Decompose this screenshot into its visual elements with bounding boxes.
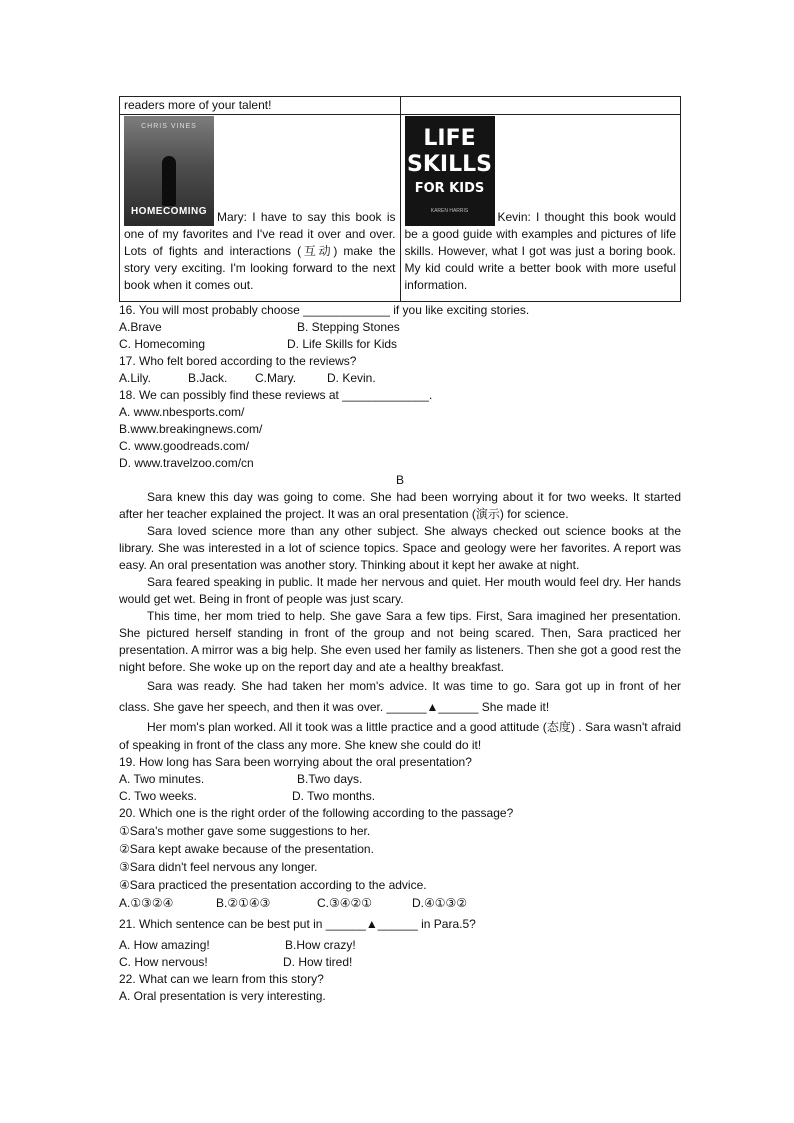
passage-paragraph-3: Sara feared speaking in public. It made her nervous and quiet. Her mouth would feel dry. Her hands would get wet. Being in front of people was just scary.	[119, 575, 681, 606]
q22-option-a[interactable]: A. Oral presentation is very interesting.	[119, 989, 326, 1003]
cover-title: HOMECOMING	[130, 206, 208, 217]
review-cell-kevin	[400, 115, 681, 302]
q21-option-d[interactable]: D. How tired!	[283, 955, 353, 969]
q19-option-a[interactable]: A. Two minutes.	[119, 772, 205, 786]
table-cell-top-left: readers more of your talent!	[120, 97, 401, 115]
q21-option-a[interactable]: A. How amazing!	[119, 938, 210, 952]
question-20: 20. Which one is the right order of the following according to the passage?	[119, 806, 514, 820]
cover-author: KAREN HARRIS	[430, 208, 469, 214]
q18-option-c[interactable]: C. www.goodreads.com/	[119, 439, 250, 453]
section-heading-b: B	[395, 473, 404, 487]
q19-option-b[interactable]: B.Two days.	[297, 772, 363, 786]
review-mary: Mary: I have to say this book is one of my favorites and I've read it over and over. Lots of fights and interactions (互动) make the story very exciting. I'm looking forward to the next book when it comes out.	[124, 210, 396, 292]
q16-option-c[interactable]: C. Homecoming	[119, 337, 206, 351]
cover-author: CHRIS VINES	[141, 123, 197, 130]
cover-title-line3: FOR KIDS	[414, 181, 485, 196]
q17-option-d[interactable]: D. Kevin.	[327, 371, 376, 385]
homecoming-book-cover	[124, 116, 214, 226]
review-cell-mary	[120, 115, 401, 302]
cover-title-line2: SKILLS	[407, 152, 492, 177]
q16-option-a[interactable]: A.Brave	[119, 320, 162, 334]
question-19: 19. How long has Sara been worrying about the oral presentation?	[119, 755, 472, 769]
exam-page	[119, 96, 681, 1005]
q20-option-a[interactable]: A.①③②④	[119, 896, 174, 910]
q20-item-4: ④Sara practiced the presentation according to the advice.	[119, 878, 427, 892]
table-cell-top-right	[400, 97, 681, 115]
q20-item-3: ③Sara didn't feel nervous any longer.	[119, 860, 318, 874]
passage-paragraph-1: Sara knew this day was going to come. She had been worrying about it for two weeks. It started after her teacher explained the project. It was an oral presentation (演示) for science.	[119, 490, 681, 521]
q17-option-a[interactable]: A.Lily.	[119, 371, 151, 385]
question-21: 21. Which sentence can be best put in ______▲______ in Para.5?	[119, 917, 476, 931]
q18-option-d[interactable]: D. www.travelzoo.com/cn	[119, 456, 254, 470]
question-16: 16. You will most probably choose _____________ if you like exciting stories.	[119, 303, 530, 317]
q16-option-d[interactable]: D. Life Skills for Kids	[287, 337, 398, 351]
question-22: 22. What can we learn from this story?	[119, 972, 324, 986]
question-18: 18. We can possibly find these reviews at _____________.	[119, 388, 433, 402]
life-skills-book-cover	[405, 116, 495, 226]
q18-option-b[interactable]: B.www.breakingnews.com/	[119, 422, 263, 436]
cloaked-figure-icon	[162, 156, 176, 206]
q20-option-d[interactable]: D.④①③②	[412, 896, 468, 910]
passage-paragraph-2: Sara loved science more than any other subject. She always checked out science books at the library. She was interested in a lot of science topics. Space and geology were her favorites. A report was easy. An oral presentation was another story. Thinking about it kept her awake at night.	[119, 524, 681, 572]
q20-item-1: ①Sara's mother gave some suggestions to her.	[119, 824, 371, 838]
reviews-table	[119, 96, 681, 302]
cover-title-line1: LIFE	[423, 126, 476, 151]
q17-option-b[interactable]: B.Jack.	[188, 371, 228, 385]
q21-option-b[interactable]: B.How crazy!	[285, 938, 356, 952]
q20-option-b[interactable]: B.②①④③	[216, 896, 271, 910]
q18-option-a[interactable]: A. www.nbesports.com/	[119, 405, 245, 419]
q21-option-c[interactable]: C. How nervous!	[119, 955, 208, 969]
question-17: 17. Who felt bored according to the reviews?	[119, 354, 357, 368]
q20-item-2: ②Sara kept awake because of the presentation.	[119, 842, 374, 856]
q20-option-c[interactable]: C.③④②①	[317, 896, 373, 910]
q19-option-c[interactable]: C. Two weeks.	[119, 789, 197, 803]
passage-paragraph-6: Her mom's plan worked. All it took was a little practice and a good attitude (态度) . Sara wasn't afraid of speaking in front of the class any more. She knew she could do it!	[119, 720, 681, 752]
passage-paragraph-5: Sara was ready. She had taken her mom's advice. It was time to go. Sara got up in front of her class. She gave her speech, and then it was over. ______▲______ She made it!	[119, 679, 681, 714]
q17-option-c[interactable]: C.Mary.	[255, 371, 297, 385]
review-kevin: Kevin: I thought this book would be a good guide with examples and pictures of life skills. However, what I got was just a boring book. My kid could write a better book with more useful information.	[404, 210, 676, 292]
passage-paragraph-4: This time, her mom tried to help. She gave Sara a few tips. First, Sara imagined her presentation. She pictured herself standing in front of the group and not being scared. Then, Sara practiced her presentation. A mirror was a big help. She even used her family as listeners. Then she got a good rest the night before. She woke up on the report day and ate a healthy breakfast.	[119, 609, 681, 674]
q16-option-b[interactable]: B. Stepping Stones	[297, 320, 400, 334]
q19-option-d[interactable]: D. Two months.	[292, 789, 376, 803]
